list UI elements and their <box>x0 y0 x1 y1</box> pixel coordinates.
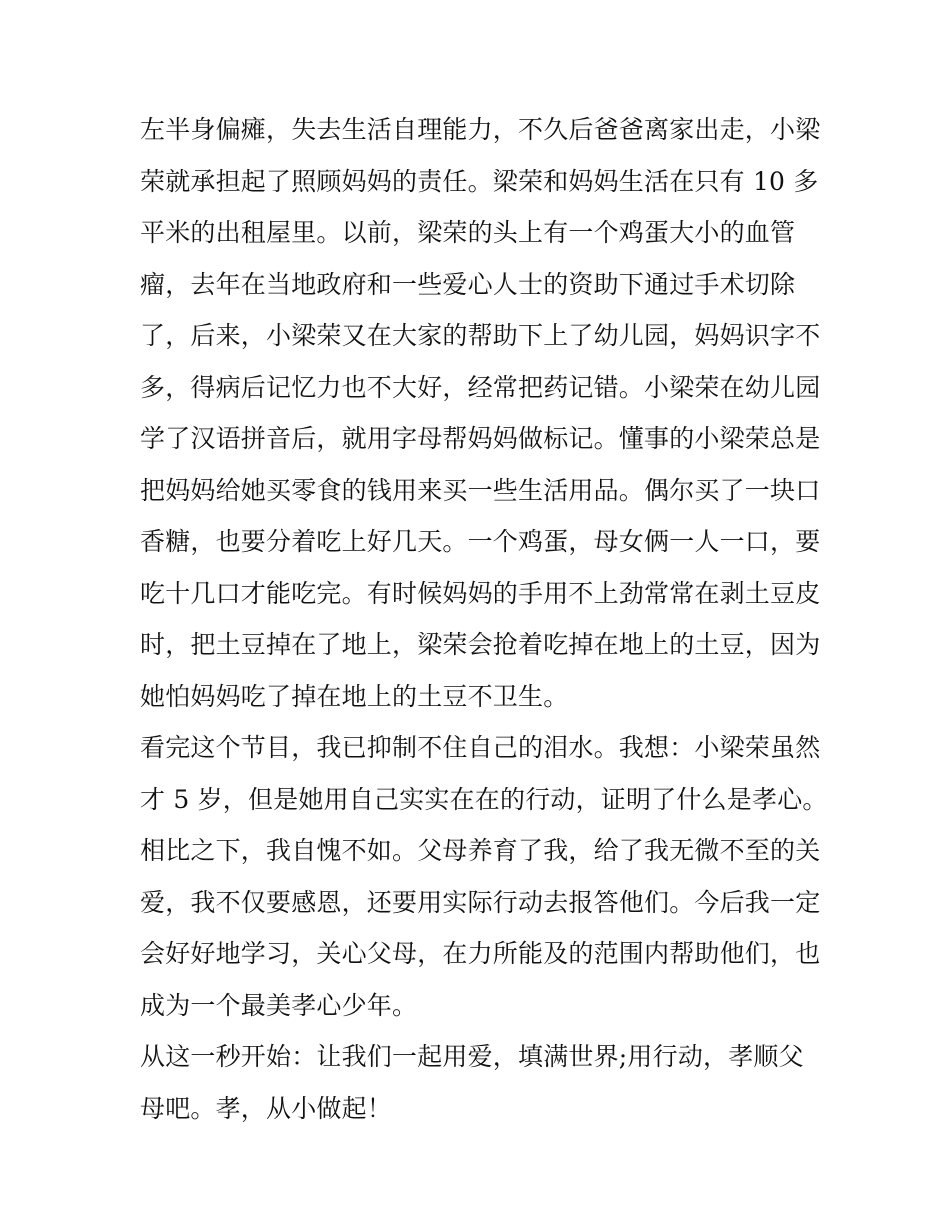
text-line: 成为一个最美孝心少年。 <box>140 990 418 1020</box>
text-line: 瘤，去年在当地政府和一些爱心人士的资助下通过手术切除 <box>140 269 796 299</box>
text-line: 才 5 岁，但是她用自己实实在在的行动，证明了什么是孝心。 <box>140 784 828 814</box>
text-line: 时，把土豆掉在了地上，梁荣会抢着吃掉在地上的土豆，因为 <box>140 630 821 659</box>
text-line: 相比之下，我自愧不如。父母养育了我，给了我无微不至的关 <box>140 836 821 865</box>
text-line: 爱，我不仅要感恩，还要用实际行动去报答他们。今后我一定 <box>140 887 821 917</box>
text-line: 荣就承担起了照顾妈妈的责任。梁荣和妈妈生活在只有 10 多 <box>140 166 819 196</box>
text-line: 会好好地学习，关心父母，在力所能及的范围内帮助他们，也 <box>140 939 821 968</box>
text-line: 学了汉语拼音后，就用字母帮妈妈做标记。懂事的小梁荣总是 <box>140 424 821 453</box>
text-line: 她怕妈妈吃了掉在地上的土豆不卫生。 <box>140 681 569 711</box>
text-line: 了，后来，小梁荣又在大家的帮助下上了幼儿园，妈妈识字不 <box>140 321 821 350</box>
text-line: 多，得病后记忆力也不大好，经常把药记错。小梁荣在幼儿园 <box>140 372 821 402</box>
text-line: 从这一秒开始：让我们一起用爱，填满世界;用行动，孝顺父 <box>140 1042 804 1071</box>
text-line: 香糖，也要分着吃上好几天。一个鸡蛋，母女俩一人一口，要 <box>140 527 821 556</box>
text-line: 平米的出租屋里。以前，梁荣的头上有一个鸡蛋大小的血管 <box>140 218 796 247</box>
text-line: 左半身偏瘫，失去生活自理能力，不久后爸爸离家出走，小梁 <box>140 115 821 144</box>
text-line: 看完这个节目，我已抑制不住自己的泪水。我想：小梁荣虽然 <box>140 733 821 762</box>
text-line: 吃十几口才能吃完。有时候妈妈的手用不上劲常常在剥土豆皮 <box>140 578 821 608</box>
text-line: 母吧。孝，从小做起！ <box>140 1093 393 1123</box>
text-line: 把妈妈给她买零食的钱用来买一些生活用品。偶尔买了一块口 <box>140 475 821 505</box>
essay-body <box>140 104 828 1134</box>
